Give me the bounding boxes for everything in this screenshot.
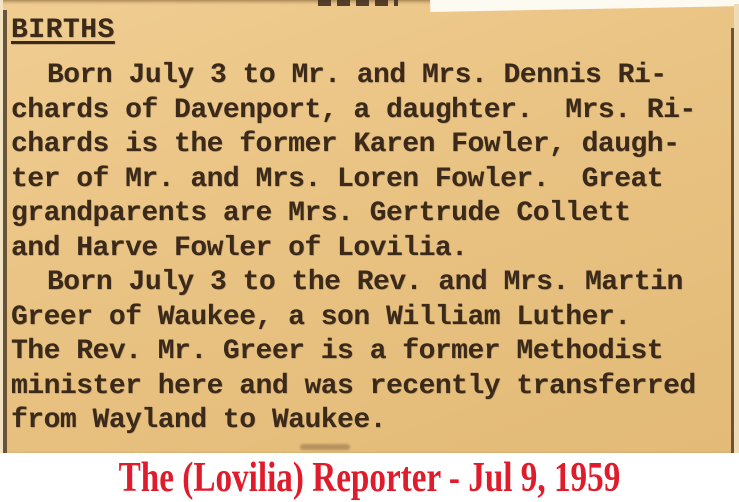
article-line: chards is the former Karen Fowler, daugh- xyxy=(11,129,680,160)
article-line: grandparents are Mrs. Gertrude Collett xyxy=(11,198,631,229)
article-line: minister here and was recently transferred xyxy=(11,370,696,402)
article-heading: BIRTHS xyxy=(11,15,115,46)
ink-smudge xyxy=(300,444,350,450)
article-line: from Wayland to Waukee. xyxy=(11,405,386,436)
article-line: ter of Mr. and Mrs. Loren Fowler. Great xyxy=(11,163,664,195)
article-body xyxy=(11,59,739,439)
article-line: and Harve Fowler of Lovilia. xyxy=(11,232,468,264)
article-line: chards of Davenport, a daughter. Mrs. Ri- xyxy=(11,94,696,126)
caption-text: The (Lovilia) Reporter - Jul 9, 1959 xyxy=(118,454,621,501)
article-line: Born July 3 to the Rev. and Mrs. Martin xyxy=(47,267,683,298)
article-line: Born July 3 to Mr. and Mrs. Dennis Ri- xyxy=(47,60,667,91)
article-line: The Rev. Mr. Greer is a former Methodist xyxy=(11,336,664,367)
caption-bar xyxy=(0,453,739,502)
article-line: Greer of Waukee, a son William Luther. xyxy=(11,301,631,333)
